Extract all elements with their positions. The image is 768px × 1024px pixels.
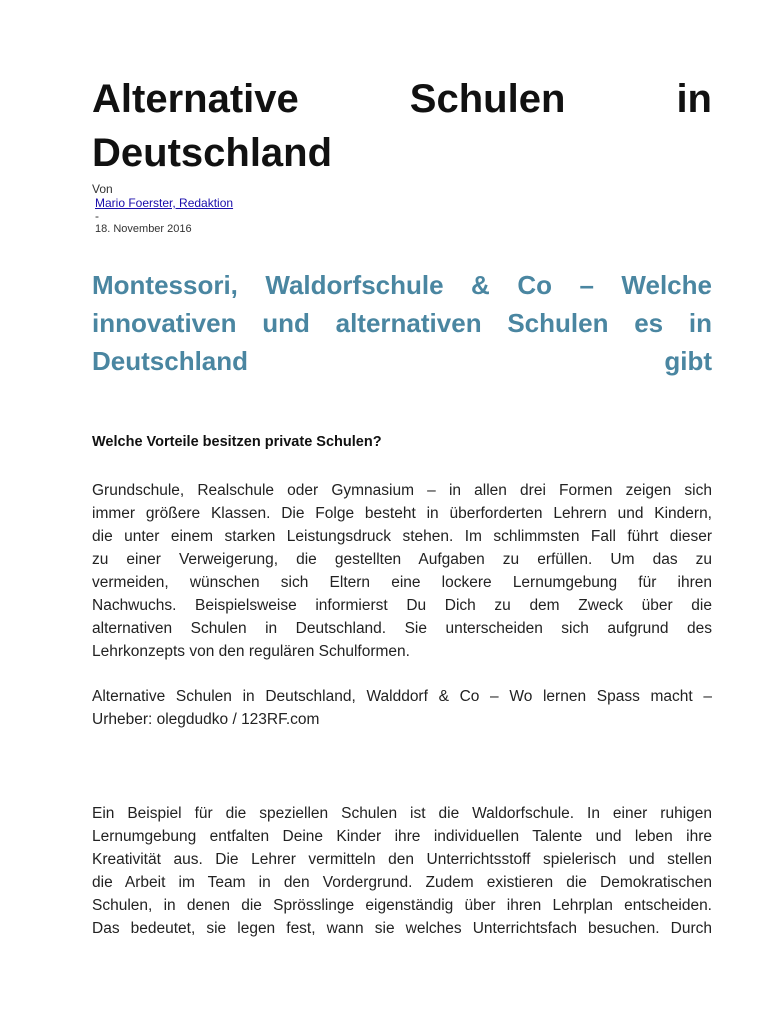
publish-date: 18. November 2016	[95, 223, 192, 235]
paragraph-line: zu einer Verweigerung, die gestellten Aufgaben zu erfüllen. Um das zu	[92, 551, 712, 568]
paragraph-2	[92, 802, 712, 940]
caption-line: Urheber: olegdudko / 123RF.com	[92, 711, 320, 728]
title-line-1: Alternative Schulen in	[92, 77, 712, 121]
paragraph-line: Kreativität aus. Die Lehrer vermitteln den Unterrichtsstoff spielerisch und stellen	[92, 851, 712, 868]
article-subtitle	[92, 266, 712, 380]
title-line-2: Deutschland	[92, 131, 333, 175]
byline-prefix: Von	[92, 182, 113, 196]
paragraph-line: immer größere Klassen. Die Folge besteht in überforderten Lehrern und Kindern,	[92, 505, 712, 522]
paragraph-line: Lernumgebung entfalten Deine Kinder ihre individuellen Talente und leben ihre	[92, 828, 712, 845]
paragraph-line: die Arbeit im Team in den Vordergrund. Zudem existieren die Demokratischen	[92, 874, 712, 891]
paragraph-line: Grundschule, Realschule oder Gymnasium – in allen drei Formen zeigen sich	[92, 482, 712, 499]
byline-separator: -	[95, 209, 99, 223]
paragraph-1	[92, 479, 712, 663]
author-link[interactable]: Mario Foerster, Redaktion	[95, 196, 234, 210]
caption-line: Alternative Schulen in Deutschland, Walddorf & Co – Wo lernen Spass macht –	[92, 688, 712, 705]
paragraph-line: Lehrkonzepts von den regulären Schulformen.	[92, 643, 410, 660]
paragraph-line: Schulen, in denen die Sprösslinge eigenständig über ihren Lehrplan entscheiden.	[92, 897, 712, 914]
paragraph-line: vermeiden, wünschen sich Eltern eine lockere Lernumgebung für ihren	[92, 574, 712, 591]
article-title	[92, 72, 712, 180]
paragraph-line: die unter einem starken Leistungsdruck stehen. Im schlimmsten Fall führt dieser	[92, 528, 712, 545]
section-heading: Welche Vorteile besitzen private Schulen?	[92, 434, 382, 450]
byline	[92, 182, 712, 236]
paragraph-line: alternativen Schulen in Deutschland. Sie unterscheiden sich aufgrund des	[92, 620, 712, 637]
image-caption	[92, 685, 712, 731]
paragraph-line: Ein Beispiel für die speziellen Schulen ist die Waldorfschule. In einer ruhigen	[92, 805, 712, 822]
subtitle-line-3: Deutschland gibt	[92, 346, 712, 376]
subtitle-line-1: Montessori, Waldorfschule & Co – Welche	[92, 270, 712, 300]
paragraph-line: Das bedeutet, sie legen fest, wann sie welches Unterrichtsfach besuchen. Durch	[92, 920, 712, 937]
paragraph-line: Nachwuchs. Beispielsweise informierst Du Dich zu dem Zweck über die	[92, 597, 712, 614]
subtitle-line-2: innovativen und alternativen Schulen es in	[92, 308, 712, 338]
